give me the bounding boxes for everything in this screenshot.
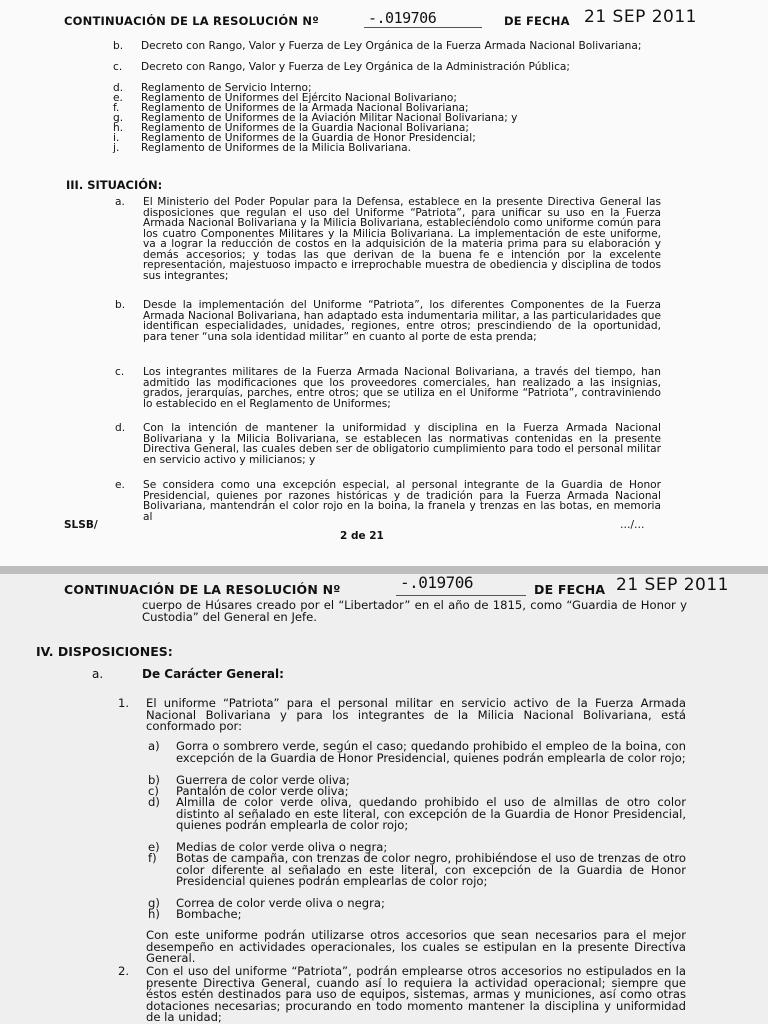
resolution-date: 21 SEP 2011 xyxy=(616,575,729,595)
list-item: b. Decreto con Rango, Valor y Fuerza de Ley Orgánica de la Fuerza Armada Nacional Bolivariana; xyxy=(113,40,642,52)
list-item: j. Reglamento de Uniformes de la Milicia Bolivariana. xyxy=(113,142,412,154)
continuation-paragraph: cuerpo de Húsares creado por el “Libertador” en el año de 1815, como “Guardia de Honor y Custodia” del General en Jefe. xyxy=(142,598,687,624)
accessories-note: Con este uniforme podrán utilizarse otros accesorios que sean necesarios para el mejor desempeño en actividades operacionales, los cuales se estipulan en la presente Directiva General. xyxy=(146,928,686,966)
resolution-number: -.019706 xyxy=(400,574,474,592)
list-item: h) Bombache; xyxy=(148,907,242,921)
list-item: h. Reglamento de Uniformes de la Guardia Nacional Bolivariana; xyxy=(113,122,469,134)
paragraph: d. Con la intención de mantener la uniformidad y disciplina en la Fuerza Armada Nacional Bolivariana y la Milicia Bolivariana, se establecen las normativas contenidas en la presente Directiva General, las cuales deben ser de obligatorio cumplimiento para todo el personal militar en servicio activo y milicianos; y xyxy=(115,422,661,466)
list-item: e) Medias de color verde oliva o negra; xyxy=(148,840,388,854)
document-page-2 xyxy=(0,574,768,1024)
list-item: c. Decreto con Rango, Valor y Fuerza de Ley Orgánica de la Administración Pública; xyxy=(113,61,570,73)
subsection-heading: a. De Carácter General: xyxy=(92,667,284,681)
list-item: d) Almilla de color verde oliva, quedando prohibido el uso de almillas de otro color distinto al señalado en este literal, con excepción de la Guardia de Honor Presidencial, quienes podrán emplearla de color rojo; xyxy=(148,795,686,833)
footer-continuation-mark: …/… xyxy=(620,519,645,531)
list-item: c) Pantalón de color verde oliva; xyxy=(148,784,349,798)
list-item: f. Reglamento de Uniformes de la Armada Nacional Bolivariana; xyxy=(113,102,469,114)
list-item: e. Reglamento de Uniformes del Ejército Nacional Bolivariano; xyxy=(113,92,457,104)
section-heading-disposiciones: IV. DISPOSICIONES: xyxy=(36,644,173,659)
list-item: g) Correa de color verde oliva o negra; xyxy=(148,896,385,910)
resolution-number: -.019706 xyxy=(368,9,437,27)
section-heading-situacion: III. SITUACIÓN: xyxy=(66,178,163,192)
page-header xyxy=(64,576,754,600)
list-item: d. Reglamento de Servicio Interno; xyxy=(113,82,312,94)
paragraph: c. Los integrantes militares de la Fuerza Armada Nacional Bolivariana, a través del tiempo, han admitido las modificaciones que los proveedores comerciales, han realizado a las insignias, grados, jerarquías, parches, entre otros; que se utiliza en el Uniforme “Patriota”, contraviniendo lo establecido en el Reglamento de Uniformes; xyxy=(115,366,661,410)
resolution-date: 21 SEP 2011 xyxy=(584,7,697,27)
list-item: g. Reglamento de Uniformes de la Aviación Militar Nacional Bolivariana; y xyxy=(113,112,518,124)
paragraph: a. El Ministerio del Poder Popular para la Defensa, establece en la presente Directiva General las disposiciones que regulan el uso del Uniforme “Patriota”, para unificar su uso en la Fuerza Armada Nacional Bolivariana y la Milicia Bolivariana, estableciéndolo como uniforme común para los cuatro Componentes Militares y la Milicia Bolivariana. La implementación de este uniforme, va a lograr la reducción de costos en la adquisición de la materia prima para su elaboración y demás accesorios; y todas las que derivan de la buena fe e intención por la excelente representación, majestuoso impacto e irreprochable muestra de obediencia y disciplina de todos sus integrantes; xyxy=(115,196,661,282)
header-underline xyxy=(396,595,526,596)
list-item: a) Gorra o sombrero verde, según el caso; quedando prohibido el empleo de la boina, con excepción de la Guardia de Honor Presidencial, quienes podrán emplearla de color rojo; xyxy=(148,739,686,765)
paragraph: b. Desde la implementación del Uniforme “Patriota”, los diferentes Componentes de la Fuerza Armada Nacional Bolivariana, han adaptado esta indumentaria militar, a las particularidades que identifican especialidades, unidades, regiones, entre otros; prescindiendo de la oportunidad, para tener “una sola identidad militar” en cuanto al porte de esta prenda; xyxy=(115,299,661,343)
page-number: 2 de 21 xyxy=(340,530,384,542)
header-title: CONTINUACIÓN DE LA RESOLUCIÓN Nº xyxy=(64,582,341,597)
header-underline xyxy=(364,27,482,28)
numbered-item: 2. Con el uso del uniforme “Patriota”, podrán emplearse otros accesorios no estipulados en la presente Directiva General, cuando así lo requiera la actividad operacional; siempre que éstos estén destinados para uso de equipos, sistemas, armas y municiones, así como otras dotaciones necesarias; procurando en todo momento mantener la disciplina y uniformidad de la unidad; xyxy=(118,964,686,1024)
numbered-item: 1. El uniforme “Patriota” para el personal militar en servicio activo de la Fuerza Armada Nacional Bolivariana y para los integrantes de la Milicia Nacional Bolivariana, está conformado por: xyxy=(118,696,686,734)
header-fecha-label: DE FECHA xyxy=(504,14,570,28)
list-item: i. Reglamento de Uniformes de la Guardia de Honor Presidencial; xyxy=(113,132,476,144)
page-header xyxy=(64,8,754,32)
header-fecha-label: DE FECHA xyxy=(534,582,606,597)
list-item: b) Guerrera de color verde oliva; xyxy=(148,773,350,787)
paragraph: e. Se considera como una excepción especial, al personal integrante de la Guardia de Honor Presidencial, quienes por razones históricas y de tradición para la Fuerza Armada Nacional Bolivariana, mantendrán el color rojo en la boina, la franela y trenzas en las botas, en memoria al xyxy=(115,479,661,523)
list-item: f) Botas de campaña, con trenzas de color negro, prohibiéndose el uso de trenzas de otro color diferente al señalado en este literal, con excepción de la Guardia de Honor Presidencial quienes podrán emplearlas de color rojo; xyxy=(148,851,686,889)
footer-initials: SLSB/ xyxy=(64,519,98,531)
header-title: CONTINUACIÓN DE LA RESOLUCIÓN Nº xyxy=(64,14,319,28)
